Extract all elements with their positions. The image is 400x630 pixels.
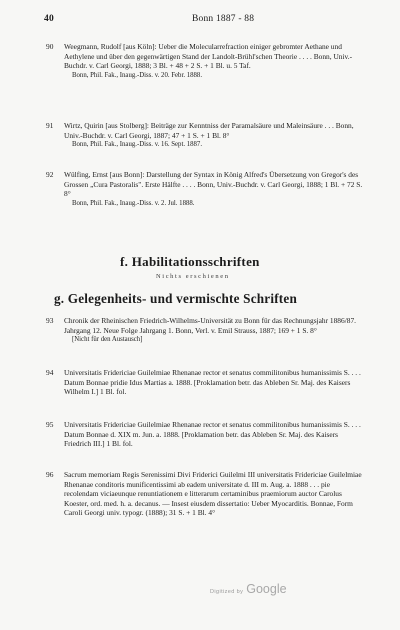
entry-note: Bonn, Phil. Fak., Inaug.-Diss. v. 16. Sept. 1887. [72, 141, 203, 149]
entry-text: Sacrum memoriam Regis Serenissimi Divi Friderici Guilelmi III universitatis Fridericiae Guilelmiae Rhenanae conditoris munificentissimi ab eadem universitate d. III m. Aug. a. 1888 . . . pie recolendam viciaeunque renuntiationem e litterarum certaminibus praemiorum auctor Carolus Koester, ord. med. h. a. decanus. — Insest eiusdem dissertatio: Ueber Myocarditis. Bonnae, Form Caroli Georgi univ. typogr. (1888); 31 S. + 1 Bl. 4° [64, 470, 362, 518]
list-item [46, 470, 364, 518]
entry-text: Weegmann, Rudolf [aus Köln]: Ueber die Molecularrefraction einiger gebromter Aethane und Aethylene und über den gegenwärtigen Stand der Landolt-Brühl'schen Theorie . . . . Bonn, Univ.-Buchdr. v. Carl Georgi, 1888; 3 Bl. + 48 + 2 S. + 1 Bl. u. 5 Taf. [64, 42, 353, 71]
page-number: 40 [44, 14, 54, 24]
list-item [46, 42, 364, 80]
digitization-watermark [210, 582, 287, 596]
entry-text: Wülfing, Ernst [aus Bonn]: Darstellung der Syntax in König Alfred's Übersetzung von Gregor's des Grossen „Cura Pastoralis". Erste Hälfte . . . . Bonn, Univ.-Buchdr. v. Carl Georgi, 1888; 1 Bl. + 72 S. 8° [64, 170, 363, 199]
entry-number: 95 [46, 420, 54, 429]
list-item [46, 420, 364, 449]
running-header [44, 14, 366, 26]
digitized-by-text: Digitized by [210, 589, 244, 595]
entry-number: 90 [46, 42, 54, 51]
section-heading-f: f. Habilitationsschriften [120, 254, 260, 269]
list-item [46, 121, 364, 150]
google-logo: Google [246, 582, 287, 596]
section-f-subtext: Nichts erschienen [156, 273, 230, 280]
entry-number: 94 [46, 368, 54, 377]
entry-note: Bonn, Phil. Fak., Inaug.-Diss. v. 2. Jul. 1888. [72, 199, 195, 207]
entry-number: 91 [46, 121, 54, 130]
entry-number: 93 [46, 316, 54, 325]
list-item [46, 368, 364, 397]
entry-text: Wirtz, Quirin [aus Stolberg]: Beiträge zur Kenntniss der Paramalsäure und Maleinsäure . . . Bonn, Univ.-Buchdr. v. Carl Georgi, 1887; 47 + 1 S. + 1 Bl. 8° [64, 121, 354, 140]
entry-number: 96 [46, 470, 54, 479]
section-heading-g: g. Gelegenheits- und vermischte Schriften [54, 291, 297, 306]
entry-text: Universitatis Fridericiae Guilelmiae Rhenanae rector et senatus commilitonibus humanissimis S. . . . Datum Bonnae pridie Idus Martias a. 1888. [Proklamation betr. das Ableben Sr. Maj. des Kaisers Wilhelm I.] 1 Bl. fol. [64, 368, 361, 397]
entry-text: Universitatis Fridericiae Guilelmiae Rhenanae rector et senatus commilitonibus humanissimis S. . . . Datum Bonnae d. XIX m. Jun. a. 1888. [Proklamation betr. das Ableben Sr. Maj. des Kaisers Friedrich III.] 1 Bl. fol. [64, 420, 361, 449]
entry-note: [Nicht für den Austausch] [72, 336, 143, 344]
entry-note: Bonn, Phil. Fak., Inaug.-Diss. v. 20. Febr. 1888. [72, 71, 203, 79]
list-item [46, 316, 364, 345]
running-head: Bonn 1887 - 88 [192, 14, 255, 24]
list-item [46, 170, 364, 208]
entry-number: 92 [46, 170, 54, 179]
entry-text: Chronik der Rheinischen Friedrich-Wilhelms-Universität zu Bonn für das Rechnungsjahr 1886/87. Jahrgang 12. Neue Folge Jahrgang 1. Bonn, Verl. v. Emil Strauss, 1887; 169 + 1 S. 8° [64, 316, 356, 335]
